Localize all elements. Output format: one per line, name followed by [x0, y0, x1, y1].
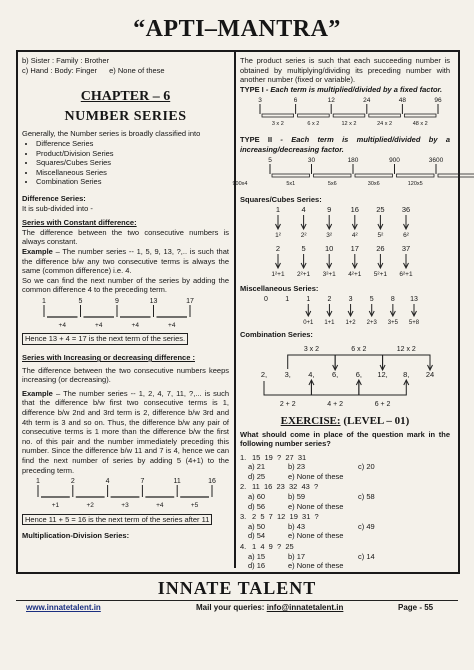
sum-label: 5+8 — [408, 320, 420, 327]
series-term: 37 — [401, 243, 411, 253]
operation-label: 5x6 — [327, 181, 337, 188]
power-label: 1²+1 — [271, 270, 285, 278]
question-item — [240, 482, 450, 511]
squares-diagram — [240, 204, 450, 240]
increasing-difference-heading: Series with Increasing or decreasing difference : — [22, 353, 195, 363]
question-number: 2. — [240, 482, 247, 492]
answer-option — [358, 472, 408, 482]
difference-label: +4 — [58, 321, 66, 329]
constant-result — [22, 333, 229, 345]
question-item — [240, 453, 450, 482]
series-term: 4 — [301, 205, 306, 215]
answer-option — [358, 561, 408, 571]
series-term: 3 — [348, 296, 353, 304]
answer-option[interactable]: e) None of these — [288, 471, 344, 481]
series-term: 13 — [410, 296, 418, 304]
constant-difference-text-2: So we can find the next number of the series by adding the common difference 4 to the preceding term. — [22, 275, 229, 295]
power-label: 6²+1 — [399, 270, 413, 278]
question-series-text: 15 19 ? 27 31 — [252, 452, 307, 462]
answer-option[interactable]: b) 23 — [288, 462, 306, 472]
topic-heading: NUMBER SERIES — [64, 108, 187, 124]
question-series — [240, 453, 450, 463]
series-term: 48 — [398, 97, 407, 105]
answer-option[interactable]: c) 58 — [358, 492, 375, 502]
power-label: 2² — [300, 232, 307, 240]
series-term: 12 — [327, 97, 335, 105]
series-term: 12, — [377, 370, 388, 380]
operation-label: 30x6 — [367, 181, 380, 188]
top-connector — [288, 355, 335, 369]
power-label: 6² — [403, 232, 409, 240]
question-series — [240, 542, 450, 552]
series-term: 5 — [301, 243, 306, 253]
operation-bar — [333, 114, 365, 117]
intro-text: Generally, the Number series is broadly classified into — [22, 129, 201, 139]
series-term: 900 — [389, 157, 400, 165]
increasing-difference-diagram — [22, 475, 229, 511]
difference-label: +4 — [95, 321, 103, 329]
type-1-label: TYPE I — [240, 84, 264, 94]
difference-label: +2 — [86, 502, 94, 510]
question-number: 4. — [240, 542, 247, 552]
series-types-list — [22, 139, 229, 187]
sum-label: 2+3 — [366, 320, 377, 327]
series-term: 8 — [390, 296, 395, 304]
bottom-operation-label: 6 + 2 — [374, 401, 391, 409]
type-2-description: - Each term is multiplied/divided by a increasing/decreasing factor. — [240, 134, 451, 154]
type-2-diagram — [232, 154, 450, 190]
answer-option[interactable]: b) 17 — [288, 551, 306, 561]
difference-label: +4 — [156, 502, 164, 510]
type-2-label: TYPE II — [240, 134, 273, 144]
question-series — [240, 482, 450, 492]
difference-label: +4 — [131, 321, 139, 329]
constant-example — [22, 247, 229, 276]
question-item — [240, 542, 450, 571]
answer-option[interactable]: d) 25 — [248, 471, 266, 481]
operation-label: 3 x 2 — [271, 121, 284, 128]
answer-option[interactable]: c) 49 — [358, 521, 375, 531]
bottom-operation-label: 2 + 2 — [279, 401, 296, 409]
option-row — [240, 561, 450, 571]
series-term: 24 — [425, 370, 435, 380]
top-connector — [383, 355, 430, 369]
series-term: 9 — [115, 297, 119, 305]
series-term: 2 — [327, 296, 332, 304]
prev-option-b: b) Sister : Family : Brother — [22, 56, 110, 65]
type-1-description: - Each term is multiplied/divided by a fixed factor. — [263, 84, 443, 94]
question-intro: What should come in place of the question mark in the following number series? — [240, 429, 450, 449]
series-term: 1 — [42, 297, 46, 305]
answer-option[interactable]: c) 20 — [358, 462, 375, 472]
top-operation-label: 6 x 2 — [351, 346, 367, 354]
series-term: 13 — [149, 297, 158, 305]
prev-option-e: e) None of these — [109, 65, 165, 75]
power-label: 3² — [326, 232, 333, 240]
type-2-text — [240, 135, 450, 154]
series-term: 10 — [325, 243, 334, 253]
series-term: 2, — [260, 370, 268, 380]
series-term: 16 — [208, 478, 216, 486]
series-term: 26 — [376, 243, 385, 253]
series-term: 16 — [350, 205, 359, 215]
option-row — [240, 531, 450, 541]
power-label: 2²+1 — [296, 270, 311, 278]
operation-bar — [355, 174, 393, 177]
constant-result-box: Hence 13 + 4 = 17 is the next term of the series. — [22, 333, 188, 345]
footer-email-link[interactable]: info@innatetalent.in — [266, 603, 344, 612]
multiplication-division-heading: Multiplication-Division Series: — [22, 531, 130, 541]
answer-option[interactable]: a) 50 — [248, 521, 266, 531]
example-label: Example — [22, 246, 53, 256]
series-term: 96 — [434, 97, 442, 105]
operation-label: 6 x 2 — [307, 121, 320, 128]
increasing-example — [22, 389, 229, 475]
sum-label: 3+5 — [387, 320, 398, 327]
operation-label: 12 x 2 — [341, 121, 357, 128]
question-series — [240, 512, 450, 522]
series-term: 1 — [36, 478, 40, 486]
operation-bar — [404, 114, 436, 117]
footer-mail — [196, 603, 343, 612]
miscellaneous-heading: Miscellaneous Series: — [240, 283, 319, 293]
series-term: 17 — [186, 297, 194, 305]
difference-label: +3 — [121, 502, 129, 510]
operation-bar — [298, 114, 330, 117]
answer-option — [358, 502, 408, 512]
option-row — [240, 472, 450, 482]
question-item — [240, 512, 450, 541]
series-term: 6, — [332, 370, 339, 380]
operation-bar — [369, 114, 401, 117]
series-term: 1 — [285, 296, 290, 304]
power-label: 5²+1 — [373, 270, 388, 278]
sum-label: 1+2 — [345, 320, 356, 327]
top-operation-label: 3 x 2 — [303, 346, 320, 354]
footer-rule — [16, 600, 458, 601]
series-term: 11 — [173, 478, 181, 486]
increasing-example-text: – The number series -- 1, 2, 4, 7, 11, ?,... is such that the difference b/w first two consecutive terms is 1, difference b/w 2nd and 3rd term is 2, difference b/w 3rd and 4th term is 3 and so on. Thus, the difference b/w any pair of consecutive terms is 1 more than the difference b/w the first no. of this pair and the number immediately preceding this number. Since the difference b/w 11 and 7 is 4, hence we can find the next number of series by adding 5 (4+1) to the preceding term. — [22, 388, 229, 475]
bottom-connector — [311, 381, 358, 395]
operation-bar — [397, 174, 435, 177]
footer-mail-label: Mail your queries: — [196, 603, 267, 612]
power-label: 1² — [275, 232, 281, 240]
question-number: 1. — [240, 452, 247, 462]
increasing-result — [22, 514, 229, 526]
answer-option[interactable]: c) 14 — [358, 551, 375, 561]
bottom-connector — [359, 381, 406, 395]
operation-bar — [314, 174, 352, 177]
option-row — [240, 522, 450, 532]
squares-plus-one-diagram — [240, 243, 450, 281]
series-term: 4, — [308, 370, 315, 380]
series-term: 9 — [327, 205, 332, 215]
footer-website-link[interactable]: www.innatetalent.in — [26, 603, 101, 612]
question-series-text: 1 4 9 ? 25 — [252, 542, 294, 552]
series-term: 1 — [275, 205, 281, 215]
answer-option[interactable]: e) None of these — [288, 501, 344, 511]
miscellaneous-diagram — [240, 293, 450, 327]
series-term: 1 — [306, 296, 311, 304]
series-term: 180 — [347, 157, 359, 165]
bottom-connector — [264, 381, 311, 395]
difference-label: +4 — [168, 321, 176, 329]
top-connector — [335, 355, 382, 369]
power-label: 4² — [351, 232, 358, 240]
series-term: 2 — [70, 478, 75, 486]
operation-label: 5x1 — [286, 181, 296, 188]
header-title: “APTI–MANTRA” — [133, 16, 341, 42]
option-row — [240, 552, 450, 562]
difference-label: +5 — [190, 502, 199, 510]
series-term: 24 — [363, 97, 371, 105]
combination-diagram — [240, 339, 450, 411]
series-term: 17 — [350, 243, 359, 253]
series-term: 5 — [268, 157, 272, 165]
constant-difference-diagram — [22, 295, 229, 331]
series-term: 3 — [258, 97, 262, 105]
answer-option[interactable]: a) 15 — [248, 551, 266, 561]
series-term: 2 — [275, 243, 281, 253]
operation-label: 48 x 2 — [412, 121, 428, 128]
exercise-level: (LEVEL – 01) — [343, 414, 410, 427]
answer-option[interactable]: a) 60 — [248, 492, 266, 502]
question-number: 3. — [240, 512, 247, 522]
option-row — [240, 492, 450, 502]
power-label: 3²+1 — [322, 270, 336, 278]
series-type-item: • Difference Series — [36, 139, 229, 149]
power-label: 4²+1 — [348, 270, 362, 278]
option-row — [240, 502, 450, 512]
constant-difference-text: The difference between the two consecutive numbers is always constant. — [22, 227, 229, 247]
product-series-text: The product series is such that each succeeding number is obtained by multiplying/dividing its preceding number with another number (fixed or variable). — [240, 56, 450, 85]
series-type-item: • Combination Series — [36, 177, 229, 187]
top-operation-label: 12 x 2 — [396, 346, 416, 354]
answer-option[interactable]: b) 43 — [288, 521, 306, 531]
sum-label: 0+1 — [303, 320, 314, 327]
increasing-result-box: Hence 11 + 5 = 16 is the next term of the series after 11 — [22, 514, 212, 526]
series-term: 30 — [307, 157, 316, 165]
chapter-heading: CHAPTER – 6 — [80, 89, 171, 105]
operation-label: 24 x 2 — [377, 121, 393, 128]
answer-option — [358, 531, 408, 541]
increasing-difference-text: The difference between the two consecutive numbers keeps increasing (or decreasing). — [22, 365, 229, 385]
difference-sub-text: It is sub-divided into - — [22, 203, 93, 213]
column-divider — [234, 52, 236, 568]
series-type-item: • Squares/Cubes Series — [36, 158, 229, 168]
option-row — [240, 462, 450, 472]
operation-label: 120x5 — [407, 181, 423, 188]
series-term: 7 — [140, 478, 145, 486]
answer-option[interactable]: e) None of these — [288, 561, 344, 571]
combination-heading: Combination Series: — [240, 329, 313, 339]
question-series-text: 2 5 7 12 19 31 ? — [252, 512, 319, 522]
series-term: 25 — [376, 205, 385, 215]
answer-option[interactable]: b) 59 — [288, 492, 306, 502]
series-type-item: • Product/Division Series — [36, 149, 229, 159]
series-term: 36 — [401, 205, 411, 215]
answer-option[interactable]: e) None of these — [288, 531, 344, 541]
example-label: Example — [22, 388, 53, 398]
operation-bar — [262, 114, 294, 117]
series-term: 3, — [284, 370, 291, 380]
squares-cubes-heading: Squares/Cubes Series: — [240, 194, 322, 204]
answer-option[interactable]: d) 56 — [248, 501, 266, 511]
power-label: 5² — [377, 232, 384, 240]
series-term: 8, — [403, 370, 410, 380]
answer-option[interactable]: d) 16 — [248, 561, 266, 571]
series-term: 6 — [293, 97, 298, 105]
prev-option-ce — [22, 66, 229, 76]
operation-label: 900x4 — [232, 181, 248, 188]
series-term: 3600 — [428, 157, 444, 165]
series-term: 0 — [264, 296, 268, 304]
operation-bar — [272, 174, 310, 177]
series-term: 5 — [369, 296, 374, 304]
constant-example-text: – The number series -- 1, 5, 9, 13, ?,.. is such that the difference b/w any two consecutive terms is always the same (common difference) i.e. 4. — [22, 246, 229, 276]
question-series-text: 11 16 23 32 43 ? — [252, 482, 319, 492]
question-list — [240, 453, 450, 571]
difference-series-heading: Difference Series: — [22, 193, 86, 203]
series-term: 4 — [105, 478, 110, 486]
series-term: 5 — [78, 297, 83, 305]
right-column — [232, 56, 451, 572]
left-column — [22, 56, 229, 541]
answer-option[interactable]: a) 21 — [248, 462, 266, 472]
difference-label: +1 — [51, 502, 60, 510]
type-1-text — [240, 85, 450, 95]
exercise-word: EXERCISE: — [280, 414, 341, 427]
prev-option-c: c) Hand : Body: Finger — [22, 65, 98, 75]
type-1-diagram — [240, 94, 450, 128]
exercise-heading — [240, 414, 450, 427]
footer-brand: INNATE TALENT — [157, 578, 317, 598]
series-term: 6, — [355, 370, 362, 380]
series-type-item: • Miscellaneous Series — [36, 168, 229, 178]
sum-label: 1+1 — [324, 320, 335, 327]
bottom-operation-label: 4 + 2 — [327, 401, 344, 409]
answer-option[interactable]: d) 54 — [248, 531, 266, 541]
constant-difference-heading: Series with Constant difference: — [22, 218, 137, 228]
page-number: Page - 55 — [398, 603, 434, 612]
